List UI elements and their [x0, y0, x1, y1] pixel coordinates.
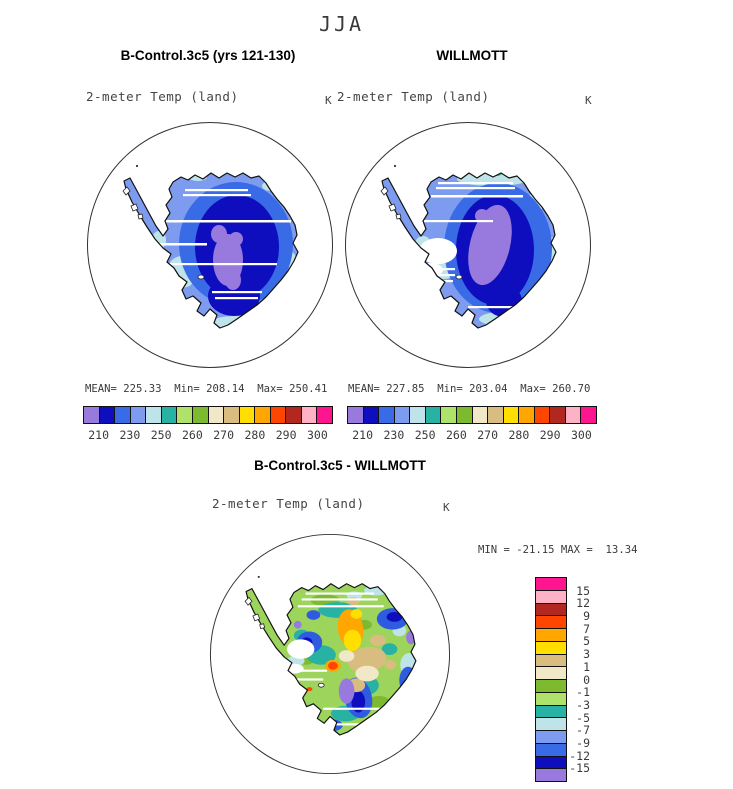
- colorbar-tick-label: 250: [414, 428, 436, 442]
- colorbar-obs: [347, 406, 597, 443]
- colorbar-tick-label: 250: [150, 428, 172, 442]
- colorbar-tick-label: -9: [576, 735, 590, 750]
- colorbar-tick-label: 210: [88, 428, 110, 442]
- units-label-obs: K: [585, 94, 592, 107]
- colorbar-tick-label: -1: [576, 685, 590, 700]
- colorbar-cell: [224, 407, 240, 423]
- colorbar-cell: [193, 407, 209, 423]
- panel-subtitle-model: 2-meter Temp (land): [86, 89, 239, 104]
- colorbar-cell: [581, 407, 596, 423]
- colorbar-cell: [84, 407, 100, 423]
- panel-subtitle-diff: 2-meter Temp (land): [212, 496, 365, 511]
- colorbar-cell: [177, 407, 193, 423]
- colorbar-tick-label: 300: [306, 428, 328, 442]
- colorbar-tick-label: 15: [576, 583, 590, 598]
- map-diff-svg: [208, 532, 452, 776]
- colorbar-cell: [441, 407, 457, 423]
- colorbar-cell: [209, 407, 225, 423]
- panel-title-diff: B-Control.3c5 - WILLMOTT: [254, 458, 426, 473]
- colorbar-tick-label: 270: [477, 428, 499, 442]
- colorbar-cell: [379, 407, 395, 423]
- units-label-model: K: [325, 94, 332, 107]
- map-model-antarctica: [85, 120, 335, 370]
- colorbar-tick-label: 290: [275, 428, 297, 442]
- map-obs-antarctica: [343, 120, 593, 370]
- colorbar-tick-label: -7: [576, 723, 590, 738]
- panel-title-model: B-Control.3c5 (yrs 121-130): [120, 48, 296, 63]
- colorbar-tick-label: 0: [583, 672, 590, 687]
- colorbar-tick-label: 280: [244, 428, 266, 442]
- colorbar-cell: [488, 407, 504, 423]
- colorbar-tick-label: 7: [583, 621, 590, 636]
- colorbar-cell: [255, 407, 271, 423]
- colorbar-tick-label: 280: [508, 428, 530, 442]
- colorbar-cell: [550, 407, 566, 423]
- colorbar-cell: [535, 407, 551, 423]
- colorbar-cell: [473, 407, 489, 423]
- colorbar-model: [83, 406, 333, 443]
- colorbar-tick-label: -12: [569, 748, 590, 763]
- map-diff-antarctica: [208, 532, 452, 776]
- colorbar-cell: [504, 407, 520, 423]
- colorbar-cell: [286, 407, 302, 423]
- map-obs-svg: [343, 120, 593, 370]
- panel-subtitle-obs: 2-meter Temp (land): [337, 89, 490, 104]
- colorbar-tick-label: 230: [383, 428, 405, 442]
- colorbar-tick-label: -15: [569, 761, 590, 776]
- colorbar-tick-label: 260: [445, 428, 467, 442]
- stats-line-obs: MEAN= 227.85 Min= 203.04 Max= 260.70: [348, 383, 591, 395]
- stats-line-diff: MIN = -21.15 MAX = 13.34: [478, 544, 638, 556]
- colorbar-tick-label: -5: [576, 710, 590, 725]
- colorbar-cell: [519, 407, 535, 423]
- panel-title-obs: WILLMOTT: [436, 48, 508, 63]
- colorbar-cell: [457, 407, 473, 423]
- colorbar-cell: [348, 407, 364, 423]
- colorbar-tick-label: 5: [583, 634, 590, 649]
- colorbar-tick-label: 9: [583, 609, 590, 624]
- colorbar-tick-label: 210: [352, 428, 374, 442]
- colorbar-cell: [100, 407, 116, 423]
- colorbar-cell: [395, 407, 411, 423]
- colorbar-tick-label: 270: [213, 428, 235, 442]
- colorbar-cell: [146, 407, 162, 423]
- map-model-svg: [85, 120, 335, 370]
- figure-title: JJA: [318, 12, 365, 36]
- colorbar-cell: [317, 407, 332, 423]
- colorbar-tick-label: 230: [119, 428, 141, 442]
- colorbar-tick-label: -3: [576, 697, 590, 712]
- units-label-diff: K: [443, 501, 450, 514]
- colorbar-cell: [426, 407, 442, 423]
- stats-line-model: MEAN= 225.33 Min= 208.14 Max= 250.41: [85, 383, 328, 395]
- colorbar-diff: [535, 577, 635, 782]
- colorbar-tick-label: 12: [576, 596, 590, 611]
- colorbar-cell: [131, 407, 147, 423]
- colorbar-cell: [115, 407, 131, 423]
- colorbar-tick-label: 260: [181, 428, 203, 442]
- colorbar-tick-label: 290: [539, 428, 561, 442]
- colorbar-cell: [302, 407, 318, 423]
- colorbar-cell: [364, 407, 380, 423]
- colorbar-cell: [410, 407, 426, 423]
- colorbar-cell: [240, 407, 256, 423]
- colorbar-tick-label: 3: [583, 647, 590, 662]
- colorbar-cell: [566, 407, 582, 423]
- colorbar-tick-label: 1: [583, 659, 590, 674]
- colorbar-cell: [271, 407, 287, 423]
- colorbar-tick-label: 300: [570, 428, 592, 442]
- colorbar-cell: [162, 407, 178, 423]
